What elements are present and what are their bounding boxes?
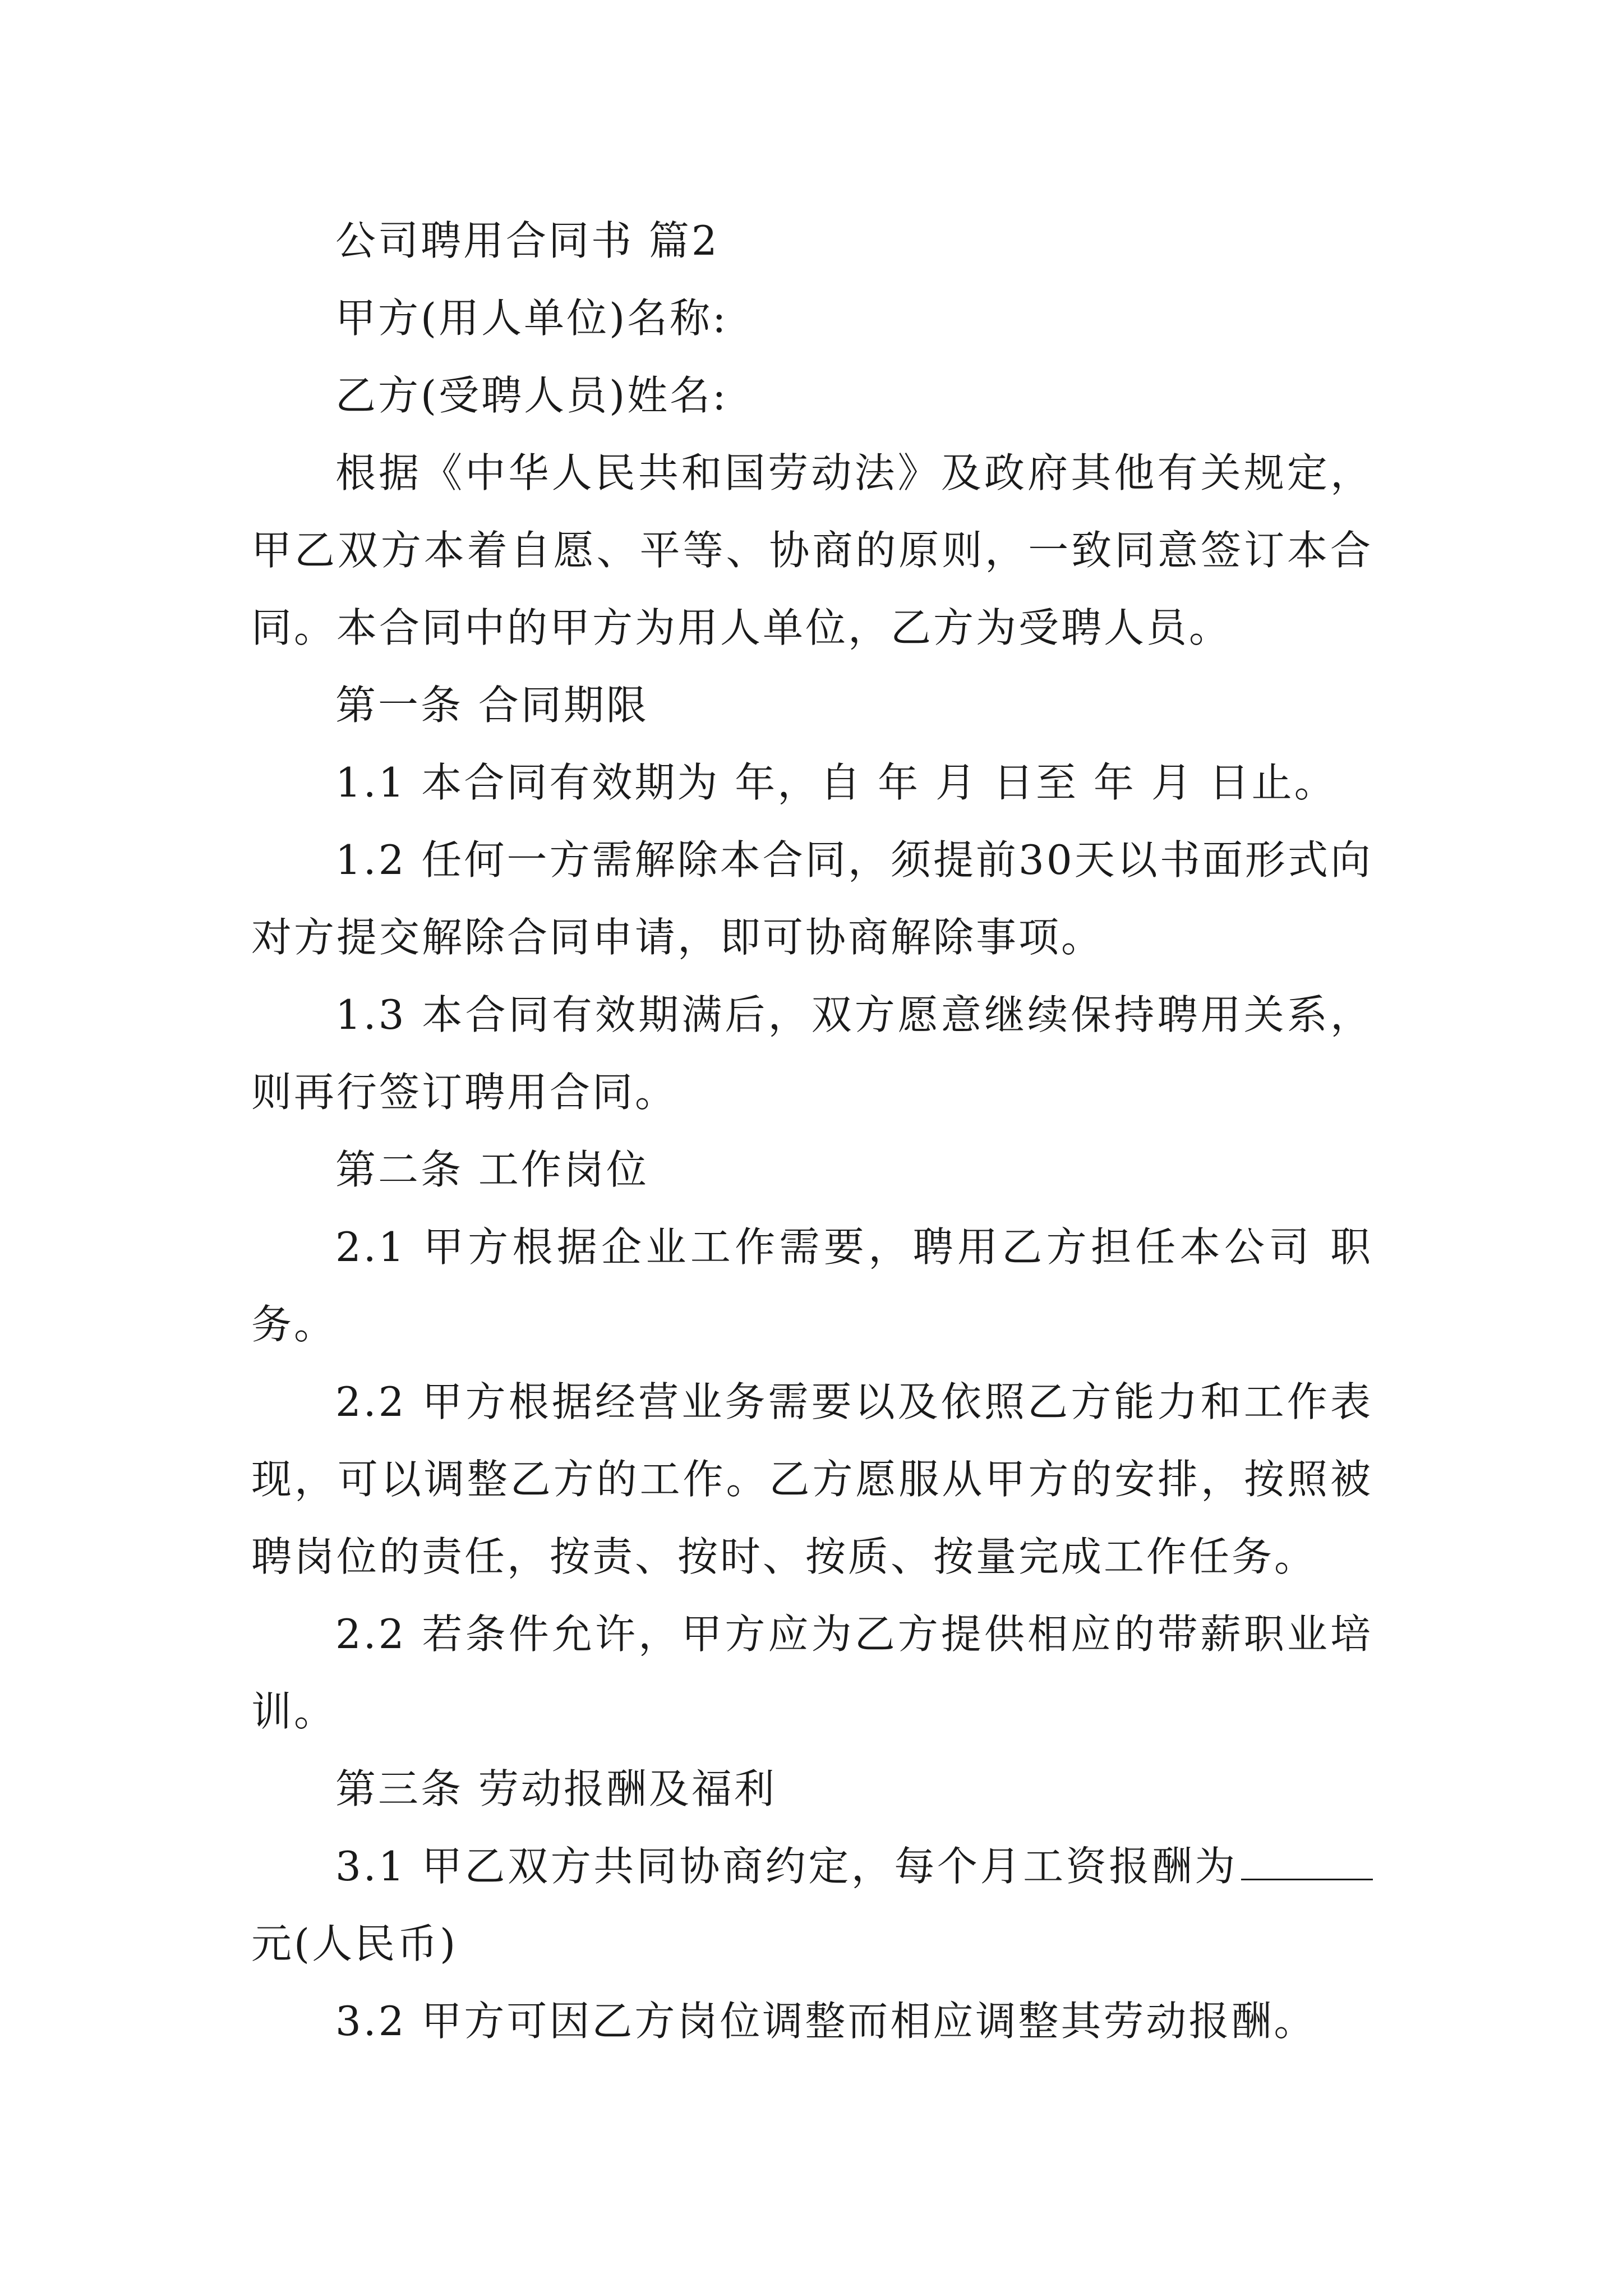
- clause-1-1: 1.1 本合同有效期为 年，自 年 月 日至 年 月 日止。: [335, 759, 1337, 806]
- article-1-title: 第一条 合同期限: [335, 682, 649, 729]
- document-title: 公司聘用合同书 篇2: [335, 217, 720, 264]
- clause-2-2-training: 2.2 若条件允许，甲方应为乙方提供相应的带薪职业培训。: [251, 1611, 1373, 1735]
- clause-1-2: 1.2 任何一方需解除本合同，须提前30天以书面形式向对方提交解除合同申请，即可协商解除事项。: [251, 836, 1373, 961]
- clause-2-2: 2.2 甲方根据经营业务需要以及依照乙方能力和工作表现，可以调整乙方的工作。乙方愿服从甲方的安排，按照被聘岗位的责任，按责、按时、按质、按量完成工作任务。: [251, 1378, 1373, 1580]
- document-body: [251, 202, 1373, 2060]
- salary-blank-line: [1241, 1845, 1373, 1880]
- article-3-title: 第三条 劳动报酬及福利: [335, 1765, 777, 1812]
- clause-3-1-text: 3.1 甲乙双方共同协商约定，每个月工资报酬为: [335, 1843, 1238, 1890]
- clause-1-3: 1.3 本合同有效期满后，双方愿意继续保持聘用关系，则再行签订聘用合同。: [251, 991, 1373, 1116]
- article-2-title: 第二条 工作岗位: [335, 1146, 649, 1193]
- clause-3-2: 3.2 甲方可因乙方岗位调整而相应调整其劳动报酬。: [335, 1998, 1317, 2045]
- clause-3-1: [251, 1828, 1373, 1982]
- intro-paragraph: 根据《中华人民共和国劳动法》及政府其他有关规定，甲乙双方本着自愿、平等、协商的原则，一致同意签订本合同。本合同中的甲方为用人单位，乙方为受聘人员。: [251, 449, 1373, 651]
- clause-2-1: 2.1 甲方根据企业工作需要，聘用乙方担任本公司 职务。: [251, 1223, 1373, 1348]
- clause-3-1-currency: 元(人民币): [251, 1920, 458, 1967]
- party-a-line: 甲方(用人单位)名称:: [335, 295, 728, 342]
- party-b-line: 乙方(受聘人员)姓名:: [335, 372, 728, 419]
